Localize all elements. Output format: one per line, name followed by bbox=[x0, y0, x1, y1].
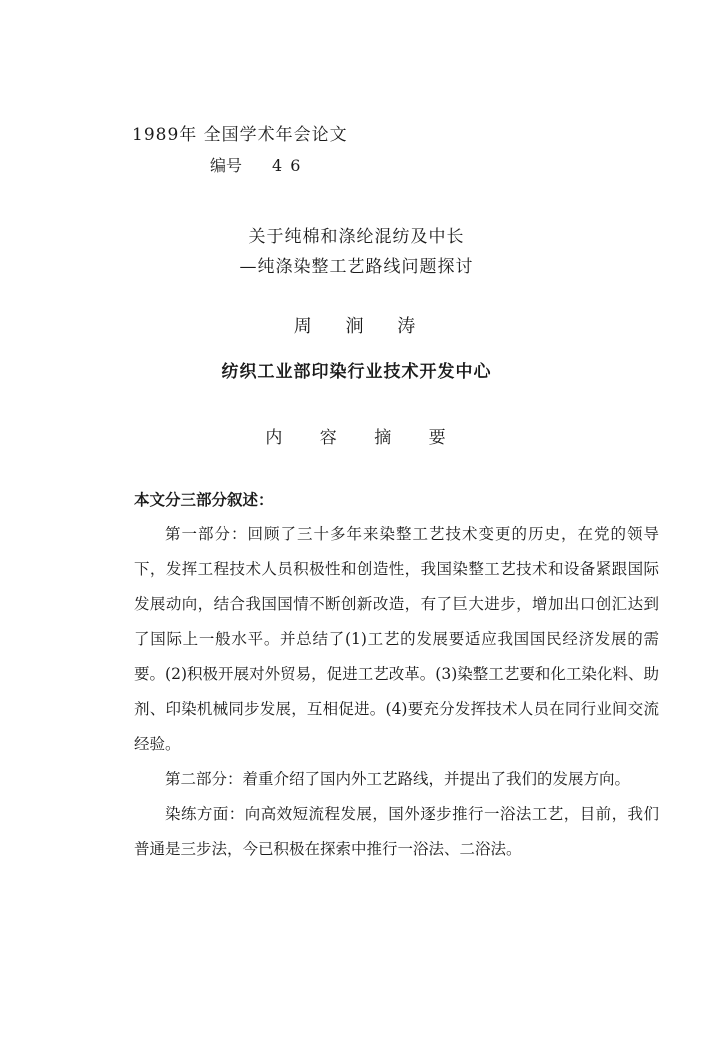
abstract-heading: 内 容 摘 要 bbox=[265, 428, 462, 448]
abstract-intro: 本文分三部分叙述： bbox=[134, 490, 274, 509]
author-name: 周 涧 涛 bbox=[293, 316, 430, 337]
title-line-1: 关于纯棉和涤纶混纺及中长 bbox=[248, 227, 465, 247]
abstract-paragraph-1: 第一部分：回顾了三十多年来染整工艺技术变更的历史，在党的领导下，发挥工程技术人员积极性和创造性，我国染整工艺技术和设备紧跟国际发展动向，结合我国国情不断创新改造，有了巨大进步，增加出口创汇达到了国际上一般水平。并总结了(1)工艺的发展要适应我国国民经济发展的需要。(2)积极开展对外贸易，促进工艺改革。(3)染整工艺要和化工染化料、助剂、印染机械同步发展，互相促进。(4)要充分发挥技术人员在同行业间交流经验。 bbox=[134, 525, 659, 753]
paper-number-value: 46 bbox=[272, 156, 309, 175]
abstract-paragraph-3: 染练方面：向高效短流程发展，国外逐步推行一浴法工艺，目前，我们普通是三步法，今已积极在探索中推行一浴法、二浴法。 bbox=[134, 805, 659, 858]
abstract-body bbox=[134, 482, 659, 867]
title-line-2: —纯涤染整工艺路线问题探讨 bbox=[239, 257, 474, 277]
paper-number bbox=[210, 153, 308, 176]
author-organization: 纺织工业部印染行业技术开发中心 bbox=[221, 362, 492, 382]
conference-header: 1989年 全国学术年会论文 bbox=[132, 125, 348, 145]
abstract-paragraph-2: 第二部分：着重介绍了国内外工艺路线，并提出了我们的发展方向。 bbox=[165, 770, 631, 788]
paper-number-label: 编号 bbox=[210, 156, 243, 175]
